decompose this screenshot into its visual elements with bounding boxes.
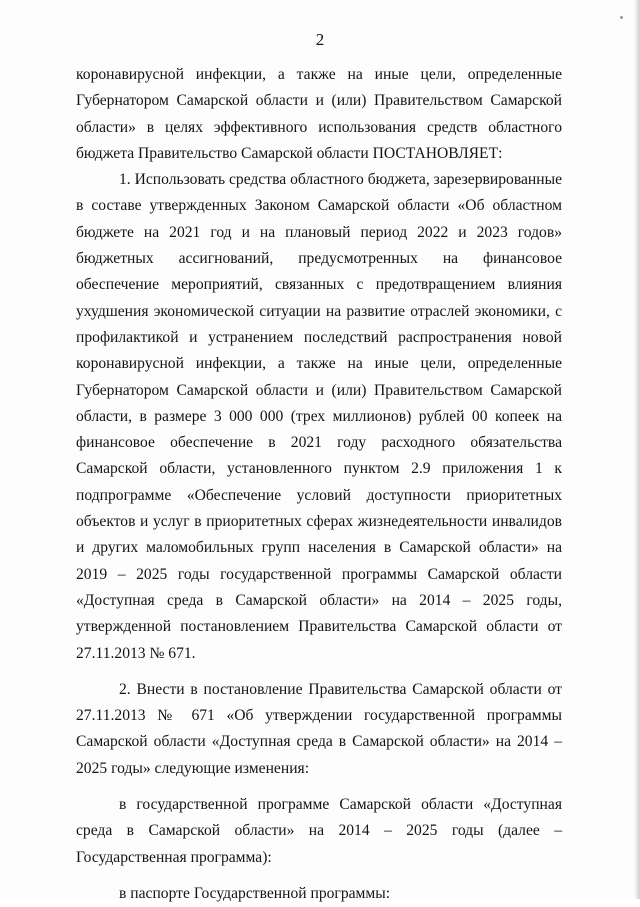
paragraph-item-2-sub-b: в паспорте Государственной программы: — [119, 884, 391, 902]
paragraph-gap — [76, 667, 562, 677]
scan-speck — [620, 16, 623, 19]
paragraph-gap — [76, 782, 562, 792]
paragraph-item-1: 1. Использовать средства областного бюджета, зарезервированные в составе утвержденных Законом Самарской области «Об областном бюджете на 2021 год и на плановый период 2022 и 2023 годов» бюджетных ассигнований, предусмотренных на финансовое обеспечение мероприятий, связанных с предотвращением влияния ухудшения экономической ситуации на развитие отраслей экономики, с профилактикой и устранением последствий распространения новой коронавирусной инфекции, а также на иные цели, определенные Губернатором Самарской области и (или) Правительством Самарской области, в размере 3 000 000 (трех миллионов) рублей 00 копеек на финансовое обеспечение в 2021 году расходного обязательства Самарской области, установленного пунктом 2.9 приложения 1 к подпрограмме «Обеспечение условий доступности приоритетных объектов и услуг в приоритетных сферах жизнедеятельности инвалидов и других маломобильных групп населения в Самарской области» на 2019 – 2025 годы государственной программы Самарской области «Доступная среда в Самарской области» на 2014 – 2025 годы, утвержденной постановлением Правительства Самарской области от 27.11.2013 № 671. — [76, 171, 562, 662]
paragraph-gap — [76, 871, 562, 881]
paragraph-item-2: 2. Внести в постановление Правительства Самарской области от 27.11.2013 № 671 «Об утверждении государственной программы Самарской области «Доступная среда в Самарской области» на 2014 – 2025 годы» следующие изменения: — [76, 680, 562, 777]
paragraph-item-2-sub-a: в государственной программе Самарской области «Доступная среда в Самарской области» на 2014 – 2025 годы (далее – Государственная программа): — [76, 796, 562, 866]
scan-edge-shadow — [634, 0, 640, 899]
document-body — [76, 62, 562, 907]
paragraph-intro: коронавирусной инфекции, а также на иные цели, определенные Губернатором Самарской области и (или) Правительством Самарской области» в целях эффективного использования средств областного бюджета Правительство Самарской области ПОСТАНОВЛЯЕТ: — [76, 66, 562, 162]
page-number: 2 — [315, 30, 325, 49]
